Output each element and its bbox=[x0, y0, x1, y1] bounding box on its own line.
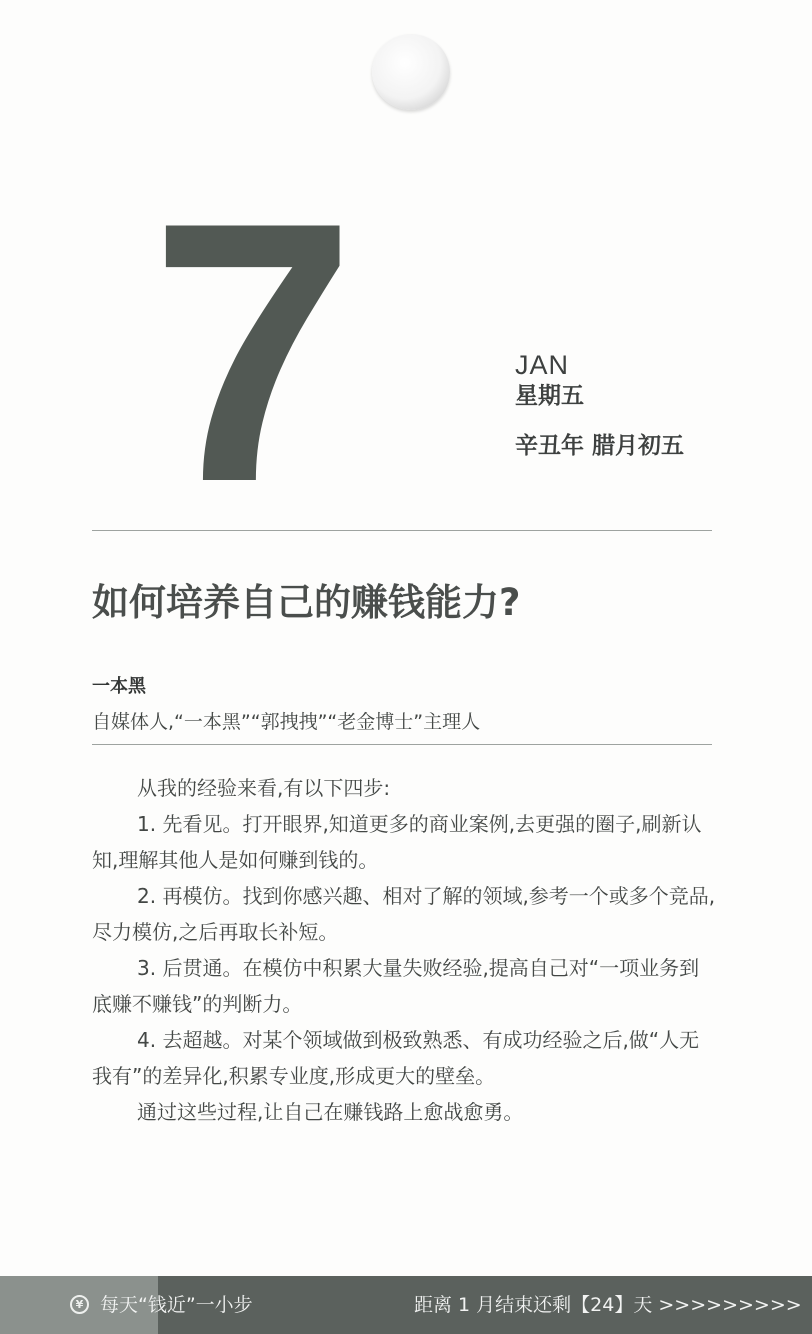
body-paragraph: 3. 后贯通。在模仿中积累大量失败经验,提高自己对“一项业务到底赚不赚钱”的判断力。 bbox=[92, 956, 700, 1016]
binding-hole bbox=[372, 34, 450, 110]
footer-bar bbox=[0, 1276, 812, 1334]
top-divider bbox=[92, 530, 712, 531]
body-paragraph: 2. 再模仿。找到你感兴趣、相对了解的领域,参考一个或多个竞品,尽力模仿,之后再取长补短。 bbox=[92, 884, 716, 944]
author-description: 自媒体人,“一本黑”“郭拽拽”“老金博士”主理人 bbox=[92, 711, 481, 733]
body-paragraph: 通过这些过程,让自己在赚钱路上愈战愈勇。 bbox=[137, 1100, 524, 1124]
month-countdown: 距离 1 月结束还剩【24】天 >>>>>>>>> bbox=[414, 1294, 802, 1316]
footer-slogan: 每天“钱近”一小步 bbox=[100, 1294, 253, 1316]
date-info bbox=[515, 350, 684, 462]
coin-icon: ¥ bbox=[70, 1295, 89, 1314]
article-title: 如何培养自己的赚钱能力? bbox=[92, 581, 521, 624]
author-divider bbox=[92, 744, 712, 745]
month-label: JAN bbox=[515, 350, 570, 380]
lunar-date: 辛丑年 腊月初五 bbox=[515, 433, 685, 459]
body-paragraph: 1. 先看见。打开眼界,知道更多的商业案例,去更强的圈子,刷新认知,理解其他人是如何赚到钱的。 bbox=[92, 812, 702, 872]
author-name: 一本黑 bbox=[92, 676, 146, 697]
weekday-label: 星期五 bbox=[515, 383, 584, 409]
body-paragraph: 从我的经验来看,有以下四步: bbox=[137, 776, 391, 800]
body-paragraph: 4. 去超越。对某个领域做到极致熟悉、有成功经验之后,做“人无我有”的差异化,积累专业度,形成更大的壁垒。 bbox=[92, 1028, 700, 1088]
article-body bbox=[92, 770, 717, 1130]
day-number: 7 bbox=[150, 146, 348, 559]
